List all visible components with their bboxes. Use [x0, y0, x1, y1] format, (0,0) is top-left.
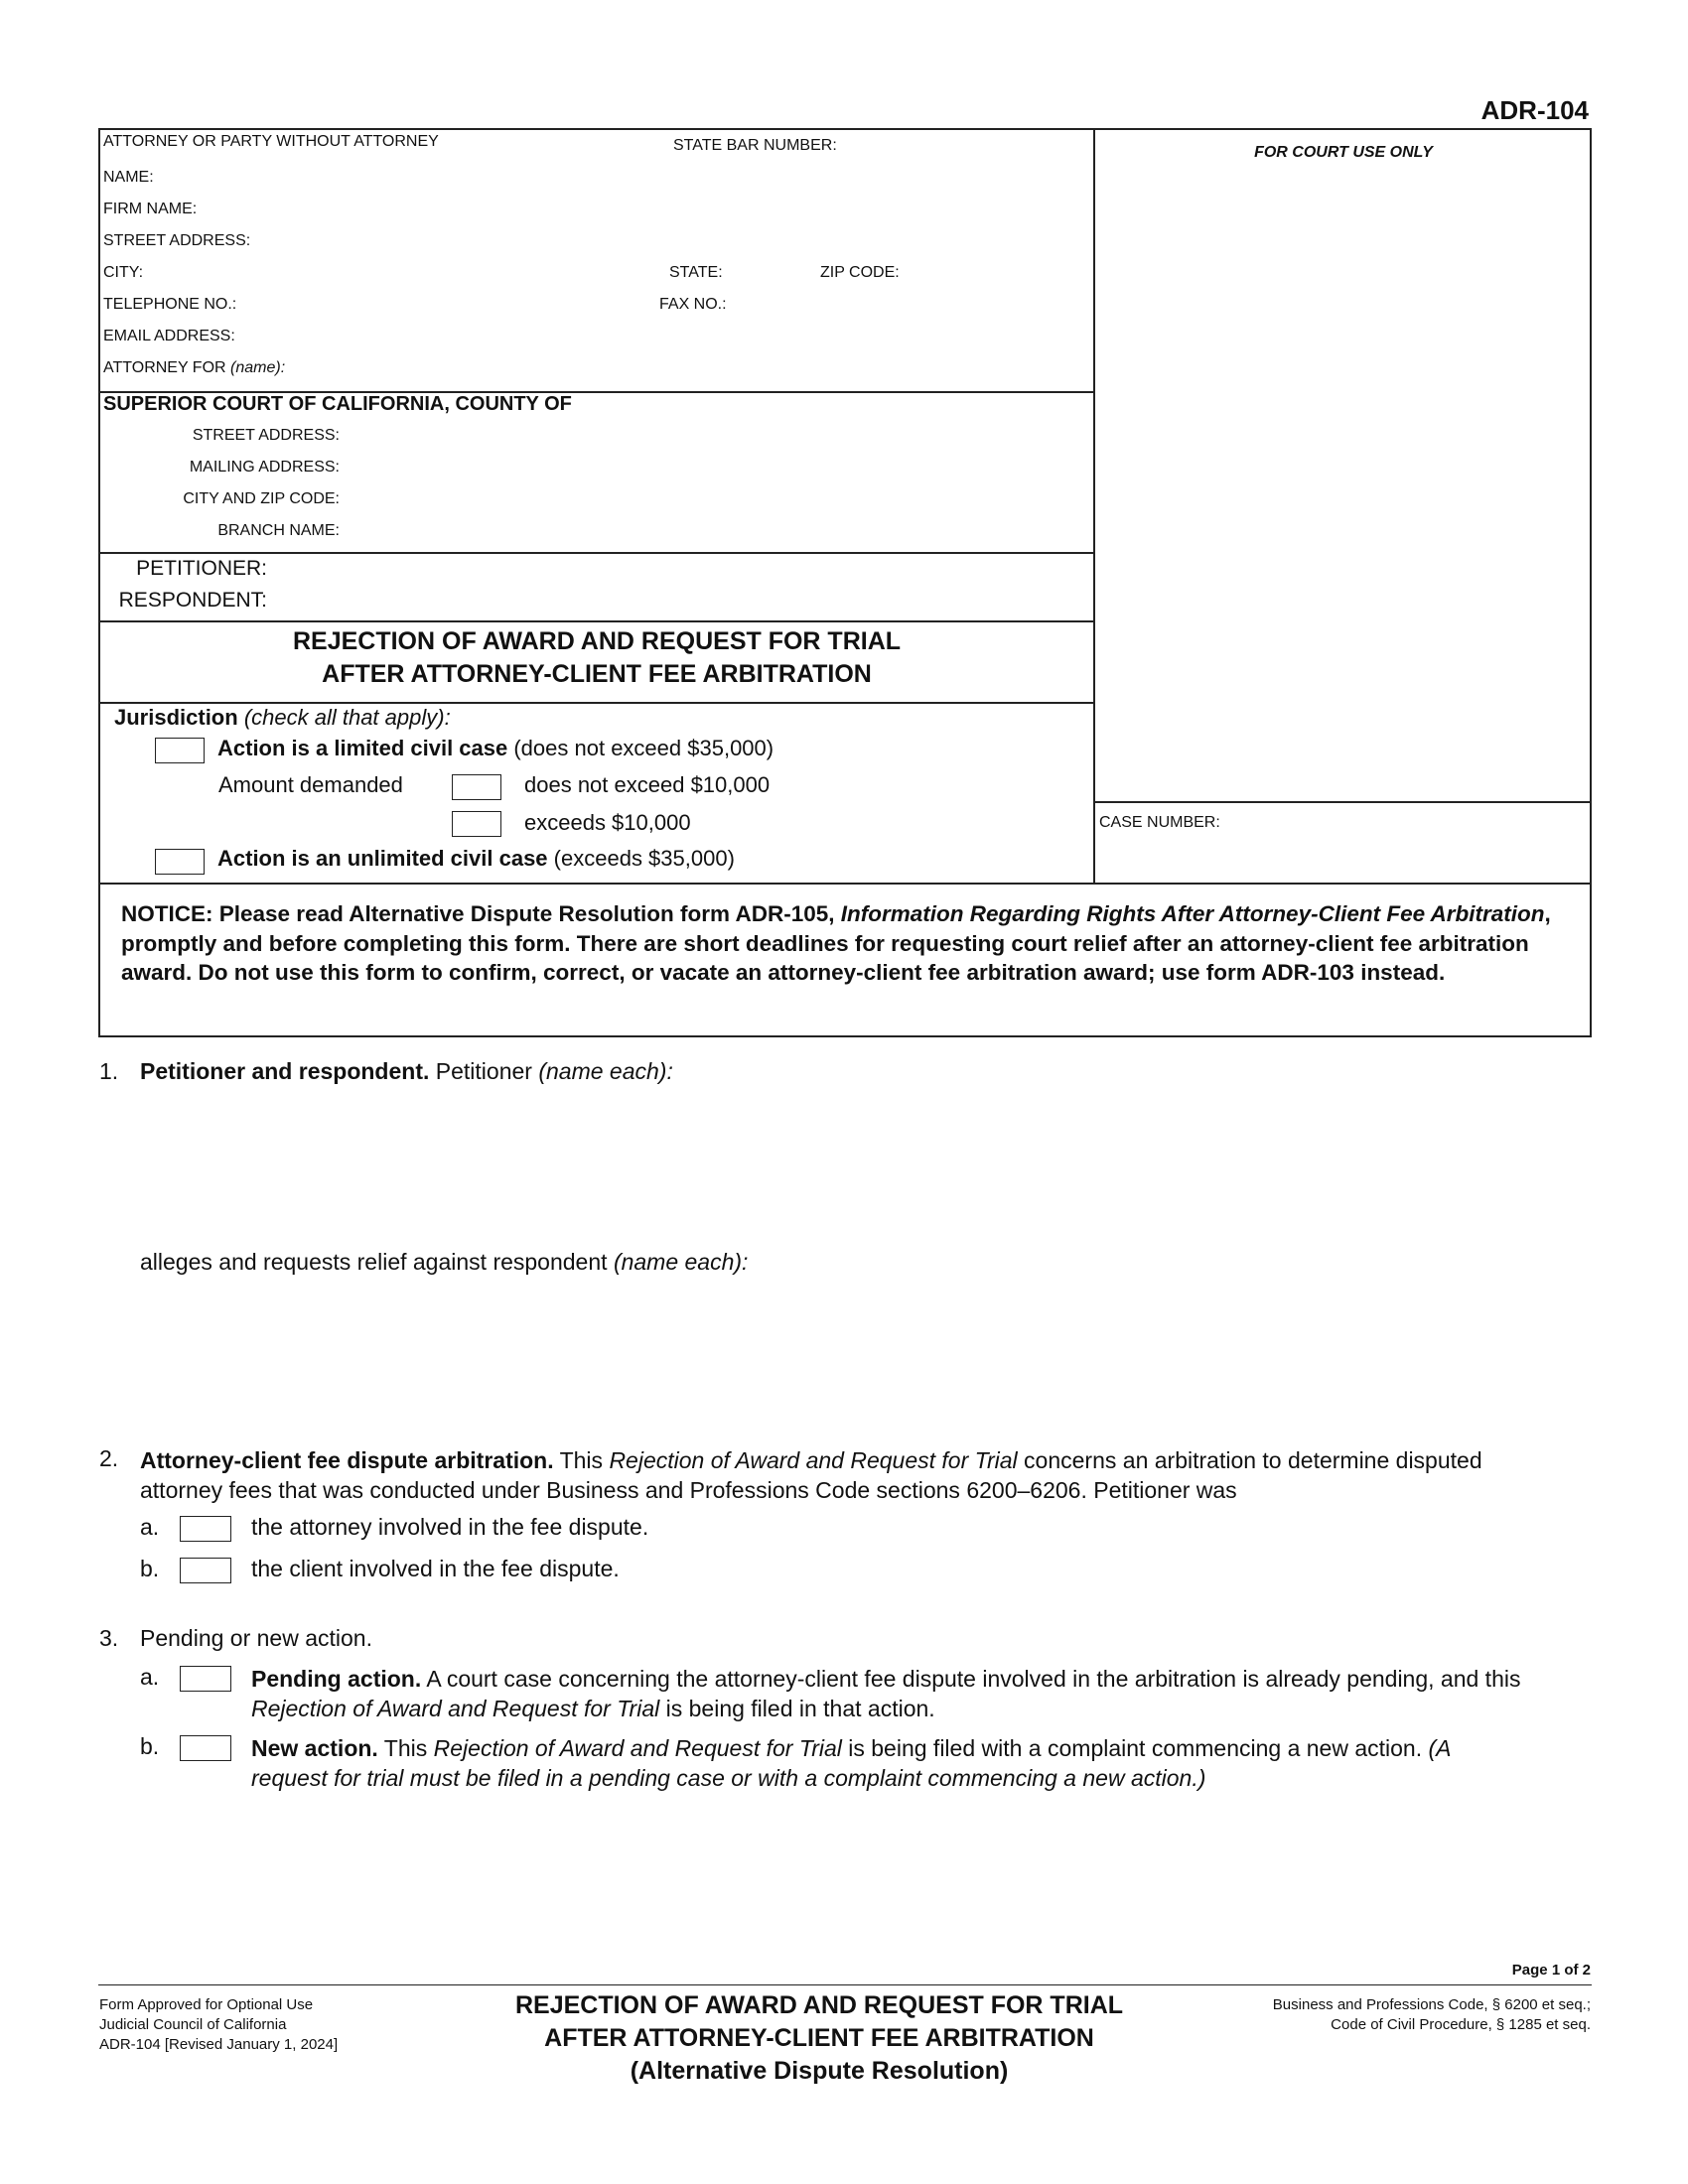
name-label: NAME:	[103, 169, 154, 186]
unlimited-civil-checkbox[interactable]	[155, 849, 205, 875]
footer-right-line1: Business and Professions Code, § 6200 et seq.;	[1272, 1996, 1591, 2013]
jurisdiction-heading	[114, 705, 451, 731]
item3-b-bold: New action.	[251, 1735, 378, 1761]
notice-part1: NOTICE: Please read Alternative Dispute Resolution form ADR-105,	[121, 901, 841, 926]
item1-text: Petitioner	[435, 1058, 532, 1084]
divider-title	[98, 620, 1094, 622]
item3-b-t3: is being filed with a complaint commencing a new action.	[841, 1735, 1429, 1761]
divider-jurisdiction	[98, 702, 1094, 704]
footer-left-line1: Form Approved for Optional Use	[99, 1996, 314, 2013]
item3-b-t1: This	[377, 1735, 434, 1761]
footer-title	[417, 1989, 1221, 2088]
attorney-for-text: ATTORNEY FOR	[103, 359, 226, 376]
notice-part3: , promptly and before completing this form. There are short deadlines for requesting court relief after an attorney-client fee arbitration award. Do not use this form to confirm, correct, or vacate an attorney-client fee arbitration award; use form ADR-103 instead.	[121, 901, 1551, 985]
unlimited-civil-rest: (exceeds $35,000)	[553, 846, 735, 871]
item2-a-checkbox[interactable]	[180, 1516, 231, 1542]
document-title-line2: AFTER ATTORNEY-CLIENT FEE ARBITRATION	[322, 660, 872, 688]
jurisdiction-label: Jurisdiction	[114, 705, 238, 730]
page-number: Page 1 of 2	[1511, 1962, 1591, 1979]
item3-b-text	[251, 1733, 1482, 1793]
item1-alleges-text: alleges and requests relief against respondent	[140, 1249, 608, 1275]
item2-a-letter: a.	[140, 1514, 160, 1540]
limited-civil-bold: Action is a limited civil case	[217, 736, 508, 760]
item3-a-bold: Pending action.	[251, 1666, 422, 1692]
divider-case-number	[1093, 801, 1592, 803]
item1-heading	[140, 1058, 673, 1085]
divider-parties	[98, 552, 1094, 554]
unlimited-civil-bold: Action is an unlimited civil case	[217, 846, 548, 871]
document-title-line1: REJECTION OF AWARD AND REQUEST FOR TRIAL	[292, 627, 902, 655]
item1-hint: (name each):	[538, 1058, 673, 1084]
jurisdiction-hint: (check all that apply):	[243, 705, 451, 730]
item1-number: 1.	[99, 1058, 119, 1084]
petitioner-label: PETITIONER:	[136, 557, 267, 580]
court-branch-label: BRANCH NAME:	[217, 522, 340, 539]
attorney-for-label	[103, 359, 285, 377]
item1-alleges-hint: (name each):	[613, 1249, 749, 1275]
divider-notice	[98, 883, 1592, 885]
exceeds-10k-checkbox[interactable]	[452, 811, 501, 837]
limited-civil-checkbox[interactable]	[155, 738, 205, 763]
state-label: STATE:	[669, 264, 723, 281]
case-number-label: CASE NUMBER:	[1099, 814, 1220, 831]
item2-t3: concerns an arbitration to determine disputed attorney fees that was conducted under Business and Professions Code sections 6200–6206. Petitioner was	[140, 1447, 1482, 1503]
limited-civil-label	[217, 736, 774, 761]
court-city-zip-label: CITY AND ZIP CODE:	[183, 490, 340, 507]
footer-title-line2: AFTER ATTORNEY-CLIENT FEE ARBITRATION	[544, 2024, 1094, 2052]
item3-b-letter: b.	[140, 1733, 160, 1759]
limited-civil-rest: (does not exceed $35,000)	[513, 736, 774, 760]
item3-b-checkbox[interactable]	[180, 1735, 231, 1761]
not-exceed-10k-checkbox[interactable]	[452, 774, 501, 800]
item3-title: Pending or new action.	[140, 1625, 372, 1651]
caption-divider	[1093, 128, 1095, 883]
phone-label: TELEPHONE NO.:	[103, 296, 237, 313]
item2-b-text: the client involved in the fee dispute.	[251, 1556, 620, 1581]
not-exceed-10k-label: does not exceed $10,000	[524, 772, 771, 797]
state-bar-label: STATE BAR NUMBER:	[673, 137, 837, 154]
footer-left-line2: Judicial Council of California	[99, 2016, 287, 2033]
unlimited-civil-label	[217, 846, 735, 872]
footer-title-line1: REJECTION OF AWARD AND REQUEST FOR TRIAL	[514, 1991, 1124, 2019]
item3-a-text	[251, 1664, 1572, 1723]
item3-b-t4: (A request for trial must be filed in a pending case or with a complaint commencing a new action.)	[251, 1735, 1451, 1791]
notice-part2: Information Regarding Rights After Attorney-Client Fee Arbitration	[840, 901, 1545, 926]
footer-left	[99, 1995, 338, 2055]
form-id: ADR-104	[1480, 95, 1589, 125]
item3-number: 3.	[99, 1625, 119, 1651]
item2-t2: Rejection of Award and Request for Trial	[609, 1447, 1018, 1473]
footer-left-line3: ADR-104 [Revised January 1, 2024]	[99, 2036, 339, 2053]
footer-right-line2: Code of Civil Procedure, § 1285 et seq.	[1331, 2016, 1591, 2033]
item1-alleges	[140, 1249, 748, 1276]
court-street-label: STREET ADDRESS:	[192, 427, 340, 444]
footer-right	[1273, 1995, 1591, 2035]
item1-title: Petitioner and respondent.	[140, 1058, 430, 1084]
item3-a-t3: is being filed in that action.	[659, 1696, 935, 1721]
item2-b-letter: b.	[140, 1556, 160, 1581]
item2-paragraph	[140, 1445, 1570, 1505]
item3-a-t2: Rejection of Award and Request for Trial	[251, 1696, 660, 1721]
email-label: EMAIL ADDRESS:	[103, 328, 235, 344]
amount-demanded-label: Amount demanded	[218, 772, 403, 797]
item2-a-text: the attorney involved in the fee dispute.	[251, 1514, 649, 1540]
respondent-label: RESPONDENT:	[118, 589, 267, 612]
firm-label: FIRM NAME:	[103, 201, 198, 217]
item3-a-t1: A court case concerning the attorney-client fee dispute involved in the arbitration is already pending, and this	[421, 1666, 1521, 1692]
exceeds-10k-label: exceeds $10,000	[524, 810, 691, 835]
item3-a-checkbox[interactable]	[180, 1666, 231, 1692]
city-label: CITY:	[103, 264, 144, 281]
item2-b-checkbox[interactable]	[180, 1558, 231, 1583]
street-label: STREET ADDRESS:	[103, 232, 251, 249]
court-title: SUPERIOR COURT OF CALIFORNIA, COUNTY OF	[103, 393, 572, 415]
item2-number: 2.	[99, 1445, 119, 1471]
item2-title: Attorney-client fee dispute arbitration.	[140, 1447, 554, 1473]
item3-b-t2: Rejection of Award and Request for Trial	[433, 1735, 842, 1761]
notice	[121, 899, 1571, 988]
attorney-for-hint: (name):	[230, 359, 286, 376]
item3-a-letter: a.	[140, 1664, 160, 1690]
zip-label: ZIP CODE:	[820, 264, 900, 281]
fax-label: FAX NO.:	[659, 296, 727, 313]
document-title	[100, 625, 1093, 691]
item2-t1: This	[559, 1447, 610, 1473]
court-use-label: FOR COURT USE ONLY	[1254, 144, 1433, 161]
footer-rule	[98, 1984, 1592, 1985]
footer-title-line3: (Alternative Dispute Resolution)	[630, 2057, 1009, 2085]
court-mailing-label: MAILING ADDRESS:	[189, 459, 340, 476]
attorney-party-label: ATTORNEY OR PARTY WITHOUT ATTORNEY	[103, 133, 439, 150]
